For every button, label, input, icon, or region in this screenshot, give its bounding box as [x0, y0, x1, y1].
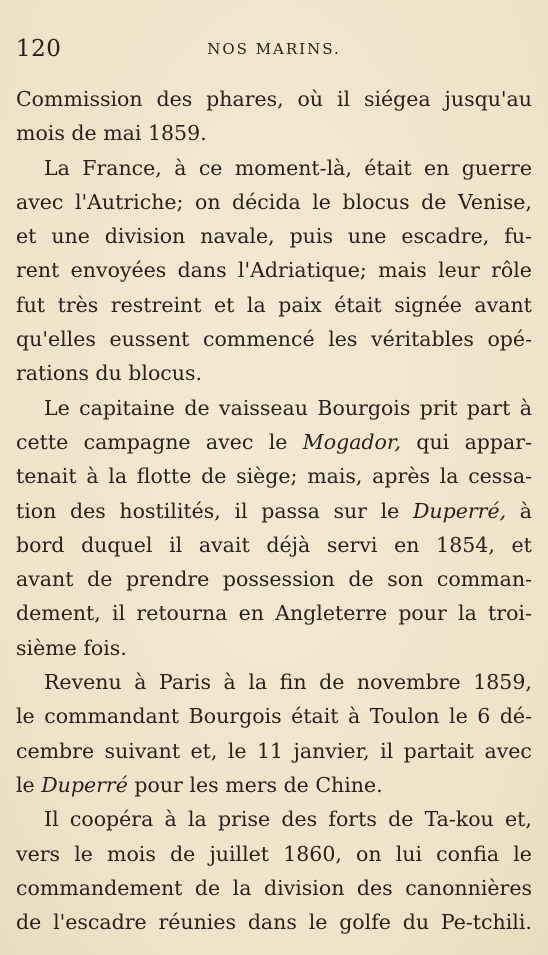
text-line: cembre suivant et, le 11 janvier, il partait avec — [16, 738, 532, 763]
text-line: avec l'Autriche; on décida le blocus de Venise, — [16, 189, 532, 214]
text-line: fut très restreint et la paix était signée avant — [16, 292, 532, 317]
page-header — [16, 36, 532, 66]
text-line: Commission des phares, où il siégea jusqu'au — [16, 87, 532, 111]
page-number: 120 — [16, 36, 62, 62]
text-line: tenait à la flotte de siège; mais, après la cessa- — [16, 464, 532, 489]
text-line: bord duquel il avait déjà servi en 1854, et — [16, 532, 532, 557]
running-head: NOS MARINS. — [207, 40, 341, 58]
text-line: cette campagne avec le Mogador, qui appar- — [16, 429, 532, 454]
text-line: rent envoyées dans l'Adriatique; mais leur rôle — [16, 258, 532, 283]
text-line: de l'escadre réunies dans le golfe du Pe-tchili. — [16, 910, 532, 935]
text-line: commandement de la division des canonnières — [16, 875, 532, 900]
text-line: Il coopéra à la prise des forts de Ta-kou et, — [44, 807, 532, 832]
text-line: le Duperré pour les mers de Chine. — [16, 772, 383, 797]
text-line: tion des hostilités, il passa sur le Duperré, à — [16, 498, 532, 523]
text-line: le commandant Bourgois était à Toulon le 6 dé- — [16, 704, 532, 729]
text-line: avant de prendre possession de son comman- — [16, 567, 532, 592]
text-line: mois de mai 1859. — [16, 121, 207, 146]
text-line: Le capitaine de vaisseau Bourgois prit part à — [44, 395, 532, 420]
text-line: La France, à ce moment-là, était en guerre — [44, 155, 532, 180]
body-text — [16, 82, 532, 939]
text-line: Revenu à Paris à la fin de novembre 1859, — [44, 670, 532, 695]
text-line: vers le mois de juillet 1860, on lui confia le — [16, 841, 532, 866]
text-line: sième fois. — [16, 635, 127, 660]
text-line: rations du blocus. — [16, 361, 203, 386]
text-line: dement, il retourna en Angleterre pour la troi- — [16, 601, 532, 626]
text-line: qu'elles eussent commencé les véritables opé- — [16, 327, 532, 352]
text-line: et une division navale, puis une escadre, fu- — [16, 224, 532, 249]
